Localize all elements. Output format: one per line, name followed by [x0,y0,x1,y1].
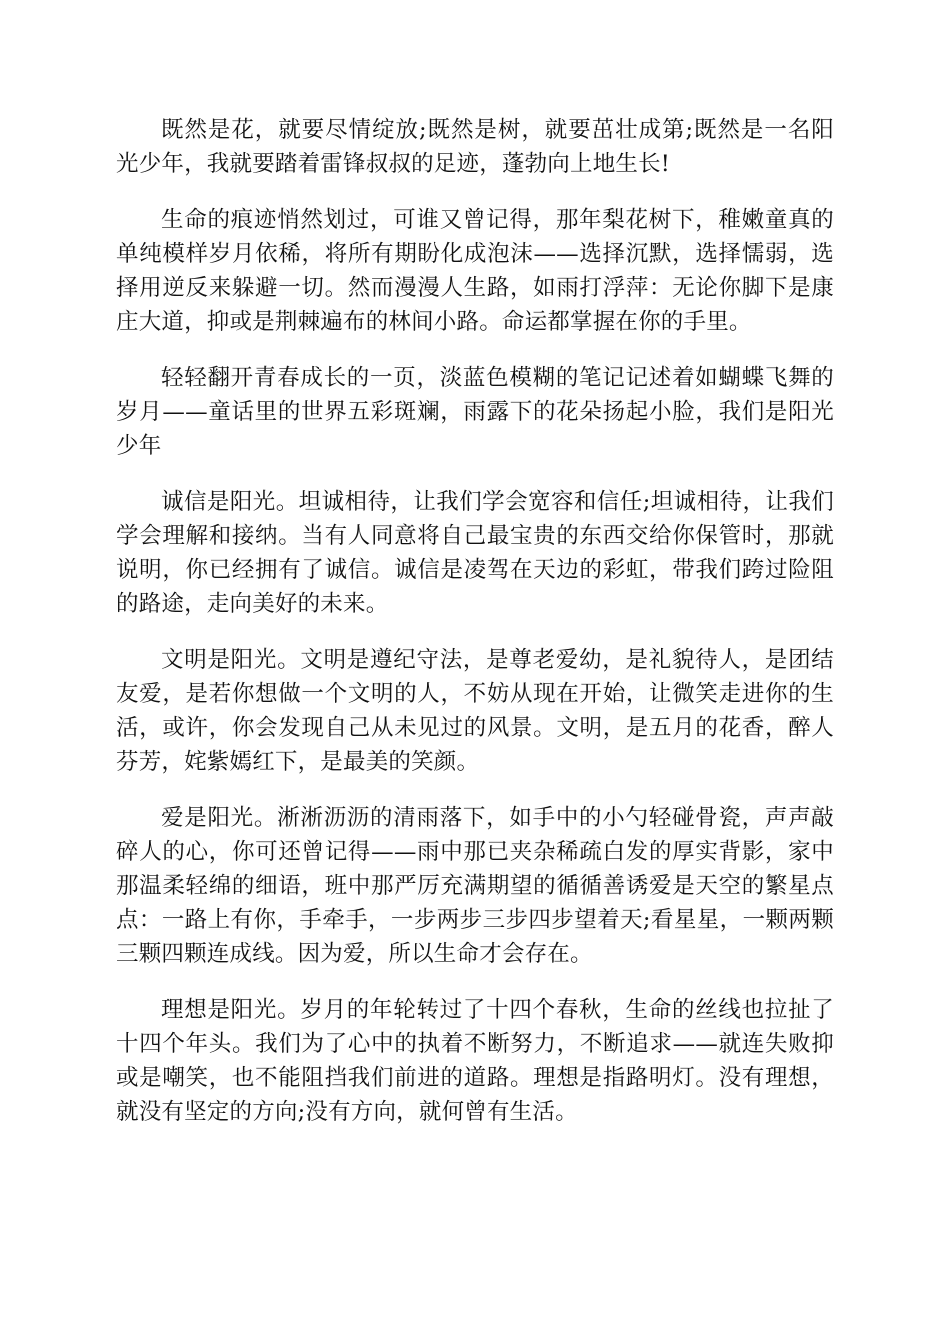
paragraph-4: 诚信是阳光。坦诚相待，让我们学会宽容和信任;坦诚相待，让我们学会理解和接纳。当有人同意将自己最宝贵的东西交给你保管时，那就说明，你已经拥有了诚信。诚信是凌驾在天边的彩虹，带我们跨过险阻的路途，走向美好的未来。 [116,489,834,617]
paragraph-3: 轻轻翻开青春成长的一页，淡蓝色模糊的笔记记述着如蝴蝶飞舞的岁月——童话里的世界五彩斑斓，雨露下的花朵扬起小脸，我们是阳光少年 [116,365,834,459]
paragraph-5: 文明是阳光。文明是遵纪守法，是尊老爱幼，是礼貌待人，是团结友爱，是若你想做一个文明的人，不妨从现在开始，让微笑走进你的生活，或许，你会发现自己从未见过的风景。文明，是五月的花香，醉人芬芳，姹紫嫣红下，是最美的笑颜。 [116,647,834,775]
document-body [116,113,834,1151]
paragraph-2: 生命的痕迹悄然划过，可谁又曾记得，那年梨花树下，稚嫩童真的单纯模样岁月依稀，将所有期盼化成泡沫——选择沉默，选择懦弱，选择用逆反来躲避一切。然而漫漫人生路，如雨打浮萍：无论你脚下是康庄大道，抑或是荆棘遍布的林间小路。命运都掌握在你的手里。 [116,207,834,335]
paragraph-7: 理想是阳光。岁月的年轮转过了十四个春秋，生命的丝线也拉扯了十四个年头。我们为了心中的执着不断努力，不断追求——就连失败抑或是嘲笑，也不能阻挡我们前进的道路。理想是指路明灯。没有理想，就没有坚定的方向;没有方向，就何曾有生活。 [116,997,834,1125]
paragraph-6: 爱是阳光。淅淅沥沥的清雨落下，如手中的小勺轻碰骨瓷，声声敲碎人的心，你可还曾记得——雨中那已夹杂稀疏白发的厚实背影，家中那温柔轻绵的细语，班中那严厉充满期望的循循善诱爱是天空的繁星点点：一路上有你，手牵手，一步两步三步四步望着天;看星星，一颗两颗三颗四颗连成线。因为爱，所以生命才会存在。 [116,805,834,967]
paragraph-1: 既然是花，就要尽情绽放;既然是树，就要茁壮成第;既然是一名阳光少年，我就要踏着雷锋叔叔的足迹，蓬勃向上地生长! [116,117,834,177]
